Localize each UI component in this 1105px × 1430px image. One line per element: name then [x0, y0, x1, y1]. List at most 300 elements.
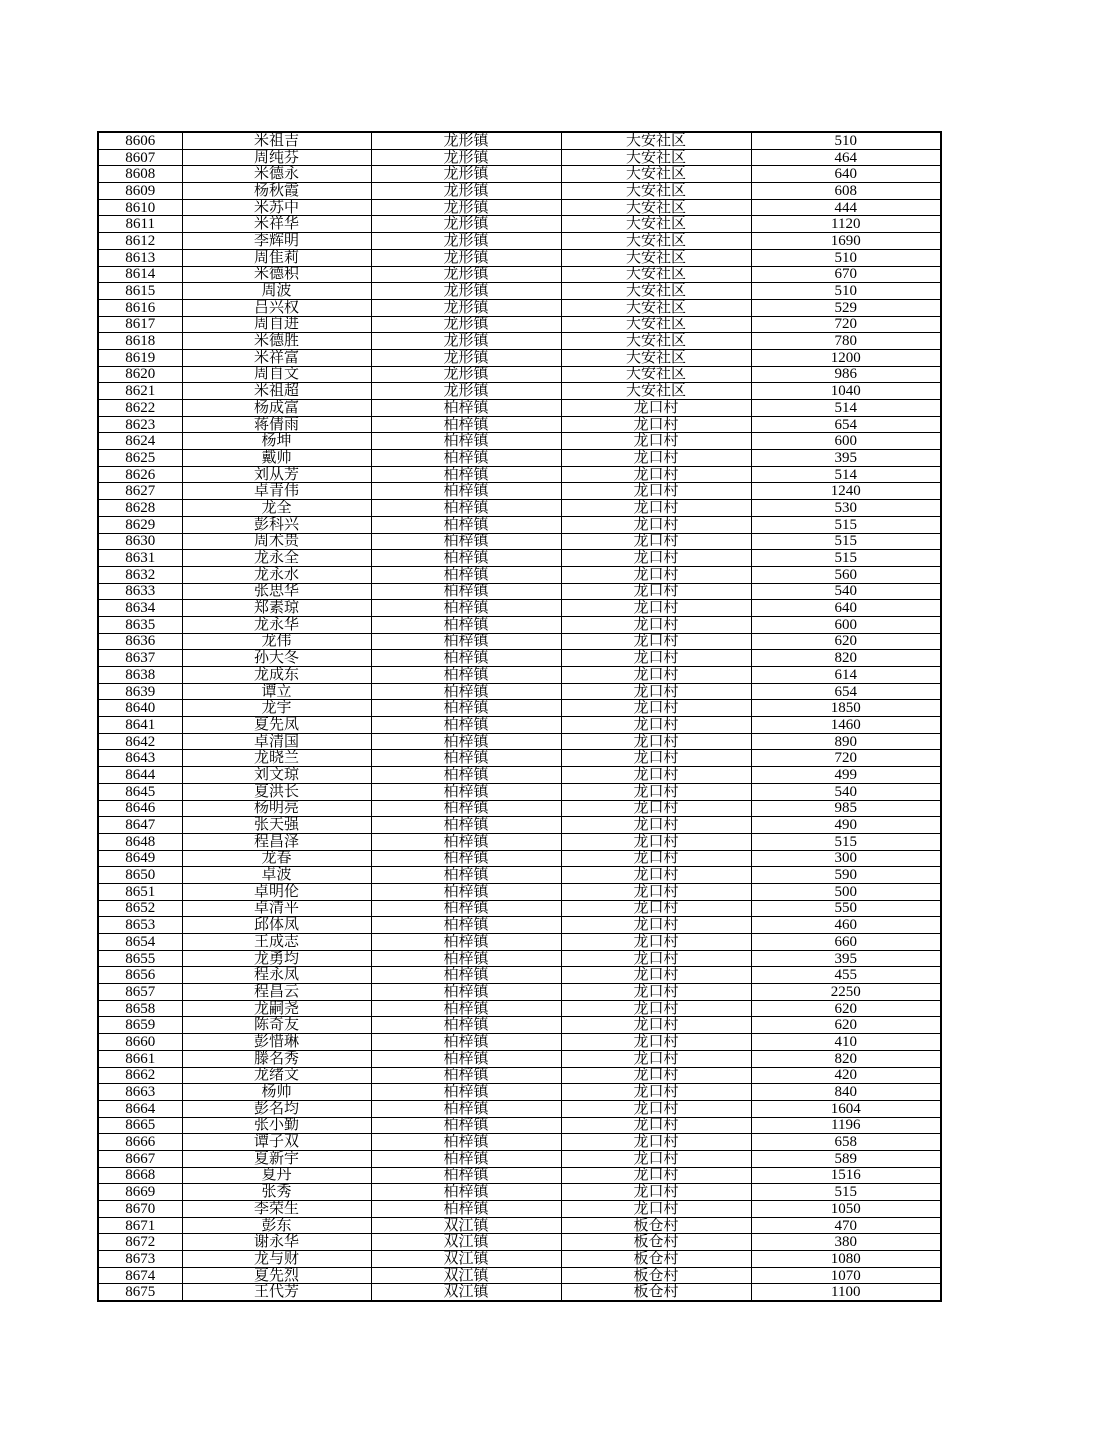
amount-cell: 820 [751, 650, 941, 667]
table-row [98, 1267, 941, 1284]
table-row [98, 867, 941, 884]
town-cell: 柏梓镇 [371, 1034, 561, 1051]
row-number-cell: 8668 [98, 1167, 182, 1184]
village-cell: 龙口村 [561, 883, 751, 900]
amount-cell: 1080 [751, 1251, 941, 1268]
row-number-cell: 8611 [98, 216, 182, 233]
row-number-cell: 8663 [98, 1084, 182, 1101]
village-cell: 龙口村 [561, 566, 751, 583]
table-row [98, 283, 941, 300]
table-row [98, 917, 941, 934]
row-number-cell: 8656 [98, 967, 182, 984]
village-cell: 龙口村 [561, 667, 751, 684]
table-row [98, 767, 941, 784]
amount-cell: 510 [751, 283, 941, 300]
amount-cell: 1070 [751, 1267, 941, 1284]
town-cell: 柏梓镇 [371, 466, 561, 483]
town-cell: 柏梓镇 [371, 550, 561, 567]
table-row [98, 1000, 941, 1017]
town-cell: 柏梓镇 [371, 783, 561, 800]
table-row [98, 1050, 941, 1067]
amount-cell: 1196 [751, 1117, 941, 1134]
amount-cell: 540 [751, 583, 941, 600]
village-cell: 龙口村 [561, 1117, 751, 1134]
name-cell: 夏先凤 [182, 717, 371, 734]
row-number-cell: 8631 [98, 550, 182, 567]
table-row [98, 950, 941, 967]
name-cell: 夏洪长 [182, 783, 371, 800]
table-row [98, 500, 941, 517]
name-cell: 米祥富 [182, 349, 371, 366]
name-cell: 蒋倩雨 [182, 416, 371, 433]
amount-cell: 1240 [751, 483, 941, 500]
table-row [98, 833, 941, 850]
village-cell: 龙口村 [561, 900, 751, 917]
name-cell: 龙永全 [182, 550, 371, 567]
village-cell: 龙口村 [561, 533, 751, 550]
village-cell: 龙口村 [561, 1084, 751, 1101]
name-cell: 周自进 [182, 316, 371, 333]
amount-cell: 550 [751, 900, 941, 917]
village-cell: 板仓村 [561, 1251, 751, 1268]
village-cell: 大安社区 [561, 183, 751, 200]
amount-cell: 1604 [751, 1100, 941, 1117]
row-number-cell: 8652 [98, 900, 182, 917]
amount-cell: 455 [751, 967, 941, 984]
table-row [98, 1134, 941, 1151]
village-cell: 板仓村 [561, 1234, 751, 1251]
village-cell: 龙口村 [561, 1067, 751, 1084]
amount-cell: 840 [751, 1084, 941, 1101]
town-cell: 柏梓镇 [371, 1201, 561, 1218]
name-cell: 龙宇 [182, 700, 371, 717]
village-cell: 大安社区 [561, 132, 751, 149]
town-cell: 龙形镇 [371, 333, 561, 350]
row-number-cell: 8615 [98, 283, 182, 300]
town-cell: 龙形镇 [371, 366, 561, 383]
town-cell: 柏梓镇 [371, 667, 561, 684]
row-number-cell: 8613 [98, 249, 182, 266]
row-number-cell: 8674 [98, 1267, 182, 1284]
table-row [98, 984, 941, 1001]
village-cell: 大安社区 [561, 366, 751, 383]
village-cell: 大安社区 [561, 266, 751, 283]
amount-cell: 658 [751, 1134, 941, 1151]
amount-cell: 560 [751, 566, 941, 583]
town-cell: 柏梓镇 [371, 633, 561, 650]
table-row [98, 450, 941, 467]
village-cell: 龙口村 [561, 967, 751, 984]
row-number-cell: 8670 [98, 1201, 182, 1218]
row-number-cell: 8647 [98, 817, 182, 834]
name-cell: 谭子双 [182, 1134, 371, 1151]
village-cell: 大安社区 [561, 216, 751, 233]
row-number-cell: 8638 [98, 667, 182, 684]
village-cell: 龙口村 [561, 1184, 751, 1201]
table-row [98, 400, 941, 417]
table-row [98, 216, 941, 233]
table-row [98, 433, 941, 450]
village-cell: 龙口村 [561, 500, 751, 517]
name-cell: 龙永水 [182, 566, 371, 583]
row-number-cell: 8614 [98, 266, 182, 283]
row-number-cell: 8651 [98, 883, 182, 900]
town-cell: 龙形镇 [371, 316, 561, 333]
row-number-cell: 8669 [98, 1184, 182, 1201]
amount-cell: 395 [751, 450, 941, 467]
table-row [98, 333, 941, 350]
village-cell: 龙口村 [561, 600, 751, 617]
name-cell: 彭惜琳 [182, 1034, 371, 1051]
row-number-cell: 8634 [98, 600, 182, 617]
table-row [98, 249, 941, 266]
amount-cell: 1120 [751, 216, 941, 233]
amount-cell: 589 [751, 1150, 941, 1167]
row-number-cell: 8665 [98, 1117, 182, 1134]
table-row [98, 132, 941, 149]
amount-cell: 2250 [751, 984, 941, 1001]
table-row [98, 566, 941, 583]
town-cell: 龙形镇 [371, 183, 561, 200]
row-number-cell: 8636 [98, 633, 182, 650]
name-cell: 张小勤 [182, 1117, 371, 1134]
row-number-cell: 8625 [98, 450, 182, 467]
table-row [98, 883, 941, 900]
town-cell: 龙形镇 [371, 149, 561, 166]
village-cell: 龙口村 [561, 1150, 751, 1167]
amount-cell: 1040 [751, 383, 941, 400]
amount-cell: 410 [751, 1034, 941, 1051]
row-number-cell: 8645 [98, 783, 182, 800]
amount-cell: 1690 [751, 233, 941, 250]
name-cell: 卓青伟 [182, 483, 371, 500]
row-number-cell: 8635 [98, 616, 182, 633]
table-row [98, 1084, 941, 1101]
town-cell: 柏梓镇 [371, 984, 561, 1001]
town-cell: 双江镇 [371, 1284, 561, 1301]
village-cell: 龙口村 [561, 583, 751, 600]
table-row [98, 533, 941, 550]
village-cell: 大安社区 [561, 349, 751, 366]
name-cell: 周波 [182, 283, 371, 300]
town-cell: 柏梓镇 [371, 400, 561, 417]
name-cell: 龙晓兰 [182, 750, 371, 767]
town-cell: 双江镇 [371, 1217, 561, 1234]
row-number-cell: 8609 [98, 183, 182, 200]
name-cell: 张天强 [182, 817, 371, 834]
row-number-cell: 8657 [98, 984, 182, 1001]
name-cell: 王代芳 [182, 1284, 371, 1301]
village-cell: 龙口村 [561, 783, 751, 800]
town-cell: 柏梓镇 [371, 800, 561, 817]
row-number-cell: 8644 [98, 767, 182, 784]
name-cell: 卓清平 [182, 900, 371, 917]
amount-cell: 380 [751, 1234, 941, 1251]
town-cell: 柏梓镇 [371, 733, 561, 750]
amount-cell: 620 [751, 1017, 941, 1034]
town-cell: 柏梓镇 [371, 900, 561, 917]
village-cell: 板仓村 [561, 1217, 751, 1234]
table-row [98, 1184, 941, 1201]
amount-cell: 620 [751, 1000, 941, 1017]
row-number-cell: 8641 [98, 717, 182, 734]
row-number-cell: 8618 [98, 333, 182, 350]
table-row [98, 1234, 941, 1251]
name-cell: 米祖吉 [182, 132, 371, 149]
name-cell: 李荣生 [182, 1201, 371, 1218]
village-cell: 大安社区 [561, 316, 751, 333]
amount-cell: 515 [751, 1184, 941, 1201]
table-row [98, 817, 941, 834]
row-number-cell: 8655 [98, 950, 182, 967]
village-cell: 龙口村 [561, 717, 751, 734]
amount-cell: 640 [751, 166, 941, 183]
amount-cell: 890 [751, 733, 941, 750]
row-number-cell: 8648 [98, 833, 182, 850]
village-cell: 龙口村 [561, 733, 751, 750]
village-cell: 板仓村 [561, 1284, 751, 1301]
village-cell: 龙口村 [561, 683, 751, 700]
town-cell: 柏梓镇 [371, 967, 561, 984]
row-number-cell: 8646 [98, 800, 182, 817]
table-row [98, 349, 941, 366]
table-row [98, 183, 941, 200]
village-cell: 大安社区 [561, 149, 751, 166]
name-cell: 杨坤 [182, 433, 371, 450]
amount-cell: 1850 [751, 700, 941, 717]
row-number-cell: 8671 [98, 1217, 182, 1234]
amount-cell: 720 [751, 316, 941, 333]
row-number-cell: 8616 [98, 299, 182, 316]
town-cell: 柏梓镇 [371, 1100, 561, 1117]
name-cell: 龙勇均 [182, 950, 371, 967]
village-cell: 龙口村 [561, 1017, 751, 1034]
amount-cell: 1460 [751, 717, 941, 734]
row-number-cell: 8660 [98, 1034, 182, 1051]
name-cell: 龙嗣尧 [182, 1000, 371, 1017]
name-cell: 谭立 [182, 683, 371, 700]
amount-cell: 514 [751, 466, 941, 483]
name-cell: 龙全 [182, 500, 371, 517]
name-cell: 郑素琼 [182, 600, 371, 617]
village-cell: 龙口村 [561, 483, 751, 500]
amount-cell: 420 [751, 1067, 941, 1084]
name-cell: 孙大冬 [182, 650, 371, 667]
village-cell: 龙口村 [561, 1000, 751, 1017]
village-cell: 大安社区 [561, 333, 751, 350]
town-cell: 柏梓镇 [371, 450, 561, 467]
town-cell: 柏梓镇 [371, 934, 561, 951]
row-number-cell: 8649 [98, 850, 182, 867]
town-cell: 柏梓镇 [371, 566, 561, 583]
table-row [98, 516, 941, 533]
name-cell: 米德积 [182, 266, 371, 283]
name-cell: 王成志 [182, 934, 371, 951]
town-cell: 柏梓镇 [371, 500, 561, 517]
town-cell: 柏梓镇 [371, 867, 561, 884]
name-cell: 吕兴权 [182, 299, 371, 316]
village-cell: 龙口村 [561, 1034, 751, 1051]
table-row [98, 700, 941, 717]
town-cell: 龙形镇 [371, 249, 561, 266]
town-cell: 柏梓镇 [371, 717, 561, 734]
amount-cell: 499 [751, 767, 941, 784]
name-cell: 周自文 [182, 366, 371, 383]
town-cell: 柏梓镇 [371, 650, 561, 667]
row-number-cell: 8661 [98, 1050, 182, 1067]
amount-cell: 1516 [751, 1167, 941, 1184]
table-row [98, 550, 941, 567]
town-cell: 龙形镇 [371, 199, 561, 216]
row-number-cell: 8624 [98, 433, 182, 450]
table-row [98, 900, 941, 917]
village-cell: 大安社区 [561, 199, 751, 216]
amount-cell: 820 [751, 1050, 941, 1067]
amount-cell: 530 [751, 500, 941, 517]
town-cell: 柏梓镇 [371, 1017, 561, 1034]
name-cell: 米德胜 [182, 333, 371, 350]
town-cell: 柏梓镇 [371, 1150, 561, 1167]
town-cell: 龙形镇 [371, 266, 561, 283]
name-cell: 龙绪文 [182, 1067, 371, 1084]
table-row [98, 483, 941, 500]
town-cell: 柏梓镇 [371, 416, 561, 433]
village-cell: 板仓村 [561, 1267, 751, 1284]
village-cell: 龙口村 [561, 1134, 751, 1151]
row-number-cell: 8617 [98, 316, 182, 333]
amount-cell: 1050 [751, 1201, 941, 1218]
town-cell: 柏梓镇 [371, 483, 561, 500]
table-row [98, 233, 941, 250]
name-cell: 夏先烈 [182, 1267, 371, 1284]
name-cell: 程昌泽 [182, 833, 371, 850]
name-cell: 杨成富 [182, 400, 371, 417]
town-cell: 柏梓镇 [371, 533, 561, 550]
row-number-cell: 8650 [98, 867, 182, 884]
village-cell: 龙口村 [561, 850, 751, 867]
row-number-cell: 8653 [98, 917, 182, 934]
village-cell: 龙口村 [561, 1201, 751, 1218]
amount-cell: 600 [751, 616, 941, 633]
table-row [98, 199, 941, 216]
amount-cell: 600 [751, 433, 941, 450]
name-cell: 谢永华 [182, 1234, 371, 1251]
row-number-cell: 8608 [98, 166, 182, 183]
name-cell: 杨秋霞 [182, 183, 371, 200]
table-row [98, 717, 941, 734]
village-cell: 龙口村 [561, 1100, 751, 1117]
row-number-cell: 8659 [98, 1017, 182, 1034]
village-cell: 龙口村 [561, 466, 751, 483]
amount-cell: 510 [751, 249, 941, 266]
name-cell: 龙伟 [182, 633, 371, 650]
row-number-cell: 8629 [98, 516, 182, 533]
name-cell: 李辉明 [182, 233, 371, 250]
row-number-cell: 8662 [98, 1067, 182, 1084]
row-number-cell: 8673 [98, 1251, 182, 1268]
town-cell: 柏梓镇 [371, 950, 561, 967]
name-cell: 刘从芳 [182, 466, 371, 483]
town-cell: 双江镇 [371, 1267, 561, 1284]
town-cell: 双江镇 [371, 1251, 561, 1268]
table-row [98, 1201, 941, 1218]
town-cell: 龙形镇 [371, 299, 561, 316]
amount-cell: 515 [751, 833, 941, 850]
town-cell: 柏梓镇 [371, 1184, 561, 1201]
row-number-cell: 8633 [98, 583, 182, 600]
amount-cell: 720 [751, 750, 941, 767]
name-cell: 陈奇友 [182, 1017, 371, 1034]
village-cell: 龙口村 [561, 616, 751, 633]
row-number-cell: 8623 [98, 416, 182, 433]
table-row [98, 1067, 941, 1084]
amount-cell: 540 [751, 783, 941, 800]
village-cell: 龙口村 [561, 450, 751, 467]
village-cell: 龙口村 [561, 633, 751, 650]
name-cell: 滕名秀 [182, 1050, 371, 1067]
village-cell: 大安社区 [561, 249, 751, 266]
name-cell: 米祥华 [182, 216, 371, 233]
amount-cell: 300 [751, 850, 941, 867]
name-cell: 夏丹 [182, 1167, 371, 1184]
name-cell: 龙与财 [182, 1251, 371, 1268]
row-number-cell: 8632 [98, 566, 182, 583]
village-cell: 龙口村 [561, 817, 751, 834]
table-row [98, 416, 941, 433]
town-cell: 柏梓镇 [371, 516, 561, 533]
amount-cell: 470 [751, 1217, 941, 1234]
row-number-cell: 8642 [98, 733, 182, 750]
town-cell: 柏梓镇 [371, 1050, 561, 1067]
table-row [98, 1217, 941, 1234]
table-body [98, 132, 941, 1301]
row-number-cell: 8628 [98, 500, 182, 517]
village-cell: 龙口村 [561, 800, 751, 817]
town-cell: 柏梓镇 [371, 1134, 561, 1151]
town-cell: 柏梓镇 [371, 917, 561, 934]
row-number-cell: 8619 [98, 349, 182, 366]
amount-cell: 1200 [751, 349, 941, 366]
town-cell: 龙形镇 [371, 383, 561, 400]
village-cell: 龙口村 [561, 433, 751, 450]
table-row [98, 266, 941, 283]
amount-cell: 986 [751, 366, 941, 383]
table-row [98, 166, 941, 183]
amount-cell: 464 [751, 149, 941, 166]
village-cell: 龙口村 [561, 833, 751, 850]
table-row [98, 667, 941, 684]
table-row [98, 383, 941, 400]
town-cell: 龙形镇 [371, 166, 561, 183]
village-cell: 龙口村 [561, 750, 751, 767]
village-cell: 龙口村 [561, 934, 751, 951]
village-cell: 龙口村 [561, 1050, 751, 1067]
amount-cell: 515 [751, 516, 941, 533]
name-cell: 程昌云 [182, 984, 371, 1001]
row-number-cell: 8620 [98, 366, 182, 383]
row-number-cell: 8672 [98, 1234, 182, 1251]
row-number-cell: 8654 [98, 934, 182, 951]
town-cell: 柏梓镇 [371, 1167, 561, 1184]
village-cell: 大安社区 [561, 233, 751, 250]
amount-cell: 620 [751, 633, 941, 650]
row-number-cell: 8658 [98, 1000, 182, 1017]
village-cell: 龙口村 [561, 550, 751, 567]
amount-cell: 985 [751, 800, 941, 817]
village-cell: 大安社区 [561, 166, 751, 183]
row-number-cell: 8630 [98, 533, 182, 550]
name-cell: 龙永华 [182, 616, 371, 633]
